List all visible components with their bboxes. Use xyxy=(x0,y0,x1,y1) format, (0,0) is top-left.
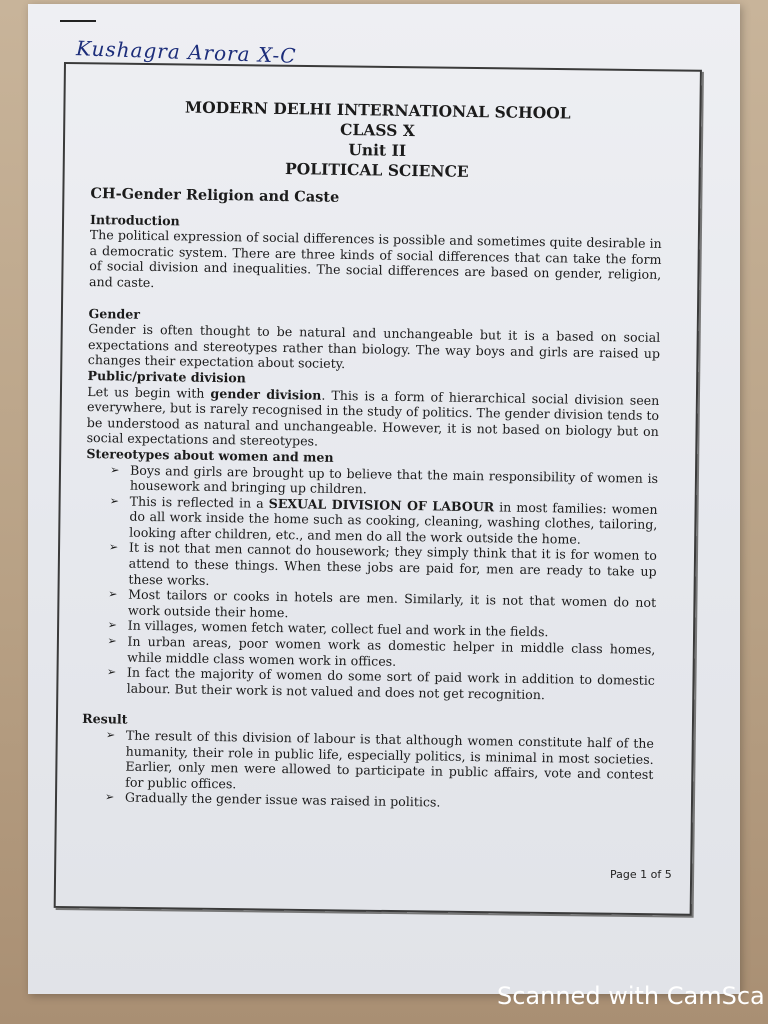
pen-mark xyxy=(60,20,96,22)
gender-division-term: gender division xyxy=(210,385,322,403)
result-list xyxy=(81,727,654,814)
arrow-bullet-icon: ➢ xyxy=(104,790,115,804)
stereotypes-heading: Stereotypes about women and men xyxy=(86,445,334,465)
school-name: MODERN DELHI INTERNATIONAL SCHOOL xyxy=(184,97,571,123)
list-item: ➢ Gradually the gender issue was raised in politics. xyxy=(104,789,441,810)
list-item: ➢ Boys and girls are brought up to believe that the main responsibility of women is housework and bringing up children. xyxy=(110,462,659,497)
stereotypes-list xyxy=(83,461,659,704)
gender-text: Gender is often thought to be natural and unchangeable but it is a based on social expectations and stereotypes rather than biology. The way boys and girls are raised up changes their expectation about society. xyxy=(87,321,661,372)
unit-label: Unit II xyxy=(348,140,407,160)
list-item: ➢ In fact the majority of women do some sort of paid work in addition to domestic labour. But their work is not valued and does not get recognition. xyxy=(106,664,656,702)
list-item: ➢ In urban areas, poor women work as domestic helper in middle class homes, while middle class women work in offices. xyxy=(107,633,656,669)
arrow-bullet-icon: ➢ xyxy=(108,587,118,601)
arrow-bullet-icon: ➢ xyxy=(107,634,117,648)
public-private-text: Let us begin with gender division. This is a form of hierarchical social division seen everywhere, but is rarely recognised in the study of politics. The gender division tends to be understood as natural and unchangeable. However, it is not based on biology but on social expectations and stereotypes. xyxy=(86,383,660,449)
gender-heading: Gender xyxy=(88,305,141,322)
public-private-heading: Public/private division xyxy=(87,367,247,386)
list-item: ➢ In villages, women fetch water, collect fuel and work in the fields. xyxy=(107,618,549,640)
arrow-bullet-icon: ➢ xyxy=(108,540,119,554)
result-heading: Result xyxy=(82,711,128,728)
handwritten-name: Kushagra Arora X-C xyxy=(75,36,297,68)
class-label: CLASS X xyxy=(339,119,416,141)
subject-title: POLITICAL SCIENCE xyxy=(284,159,469,181)
page-number: Page 1 of 5 xyxy=(610,868,672,881)
sexual-division-term: SEXUAL DIVISION OF LABOUR xyxy=(268,495,495,515)
arrow-bullet-icon: ➢ xyxy=(109,494,119,508)
chapter-title: CH-Gender Religion and Caste xyxy=(90,184,340,206)
scanner-watermark: Scanned with CamSca xyxy=(497,982,765,1010)
introduction-heading: Introduction xyxy=(89,211,180,228)
arrow-bullet-icon: ➢ xyxy=(107,618,118,632)
arrow-bullet-icon: ➢ xyxy=(106,665,117,679)
list-item: ➢ The result of this division of labour is that although women constitute half of the humanity, their role in public life, especially politics, is minimal in most societies. Earlier, only men were allowed to participate in public affairs, vote and contest for public offices. xyxy=(105,727,655,792)
introduction-text: The political expression of social differences is possible and sometimes quite desirable in a democratic system. There are three kinds of social differences that can take the form of social division and inequalities. The social differences are based on gender, religion, and caste. xyxy=(88,227,662,290)
list-item: ➢ This is reflected in a SEXUAL DIVISION OF LABOUR in most families: women do all work inside the home such as cooking, cleaning, washing clothes, tailoring, looking after children, etc., and men do all the work outside the home. xyxy=(109,493,658,547)
list-item: ➢ It is not that men cannot do housework; they simply think that it is for women to attend to these things. When these jobs are paid for, men are ready to take up these works. xyxy=(108,540,657,588)
arrow-bullet-icon: ➢ xyxy=(110,462,120,476)
document-body xyxy=(81,96,664,814)
list-item: ➢ Most tailors or cooks in hotels are men. Similarly, it is not that women do not work outside their home. xyxy=(108,586,657,620)
arrow-bullet-icon: ➢ xyxy=(105,728,116,742)
